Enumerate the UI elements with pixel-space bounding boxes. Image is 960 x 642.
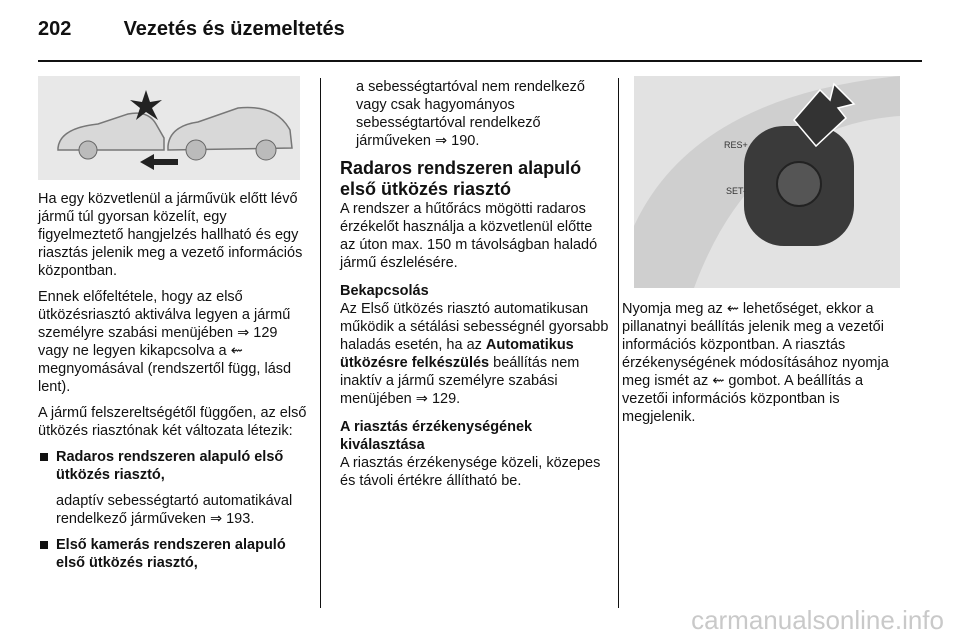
watermark: carmanualsonline.info (691, 605, 944, 635)
set-label: SET- (726, 186, 747, 196)
bullet-heading: Radaros rendszeren alapuló első ütközés riasztó, (56, 449, 284, 483)
subsection-heading: Bekapcsolás (340, 283, 429, 299)
page-header (38, 18, 345, 41)
center-button (777, 162, 821, 206)
page-number: 202 (38, 18, 72, 40)
column-2 (340, 78, 610, 498)
text-run: beállítás nem inaktív a jármű személyre szabási menüjében ⇒ 129. (340, 355, 580, 407)
paragraph: Ennek előfeltétele, hogy az első ütközésriasztó aktiválva legyen a jármű személyre szabási menüjében ⇒ 129 vagy ne legyen kikapcsolva a ⇜ megnyomásával (rendszertől függ, lásd lent). (38, 289, 292, 395)
column-separator-1 (320, 78, 321, 608)
res-label: RES+ (724, 140, 748, 150)
steering-control-illustration (634, 76, 900, 288)
header-rule (38, 60, 922, 62)
paragraph: Ha egy közvetlenül a járművük előtt lévő jármű túl gyorsan közelít, egy figyelmeztető hangjelzés hallható és egy riasztás jelenik meg a vezető információs központban. (38, 191, 303, 279)
setting-name: Automatikus ütközésre felkészülés (340, 337, 574, 371)
paragraph: A rendszer a hűtőrács mögötti radaros érzékelőt használja a közvetlenül előtte az úton max. 150 m távolságban haladó jármű észlelésére. (340, 201, 598, 271)
steering-control-drawing (634, 76, 900, 288)
column-separator-2 (618, 78, 619, 608)
collision-illustration (38, 76, 300, 180)
section-heading: Radaros rendszeren alapuló első ütközés riasztó (340, 158, 582, 199)
subsection-heading: A riasztás érzékenységének kiválasztása (340, 419, 533, 453)
paragraph: Nyomja meg az ⇜ lehetőséget, ekkor a pillanatnyi beállítás jelenik meg a vezetői információs központban. A riasztás érzékenységének módosításához nyomja meg ismét az ⇜ gombot. A beállítás a vezetői információs központban is megjelenik. (622, 301, 889, 425)
text-run: Az Első ütközés riasztó automatikusan működik a sétálási sebességnél gyorsabb haladás esetén, ha az (340, 301, 609, 353)
bullet-item (38, 536, 308, 572)
paragraph: A riasztás érzékenysége közeli, közepes és távoli értékre állítható be. (340, 455, 601, 489)
cars-drawing (38, 76, 300, 180)
paragraph: A jármű felszereltségétől függően, az első ütközés riasztónak két változata létezik: (38, 405, 307, 439)
bullet-text: adaptív sebességtartó automatikával rendelkező járműveken ⇒ 193. (56, 493, 293, 527)
paragraph (340, 300, 610, 408)
bullet-heading: Első kamerás rendszeren alapuló első ütközés riasztó, (56, 537, 286, 571)
column-1 (38, 190, 308, 580)
column-3 (622, 300, 908, 434)
paragraph: a sebességtartóval nem rendelkező vagy csak hagyományos sebességtartóval rendelkező járműveken ⇒ 190. (356, 79, 585, 149)
page-title: Vezetés és üzemeltetés (123, 18, 345, 40)
bullet-item (38, 448, 308, 484)
